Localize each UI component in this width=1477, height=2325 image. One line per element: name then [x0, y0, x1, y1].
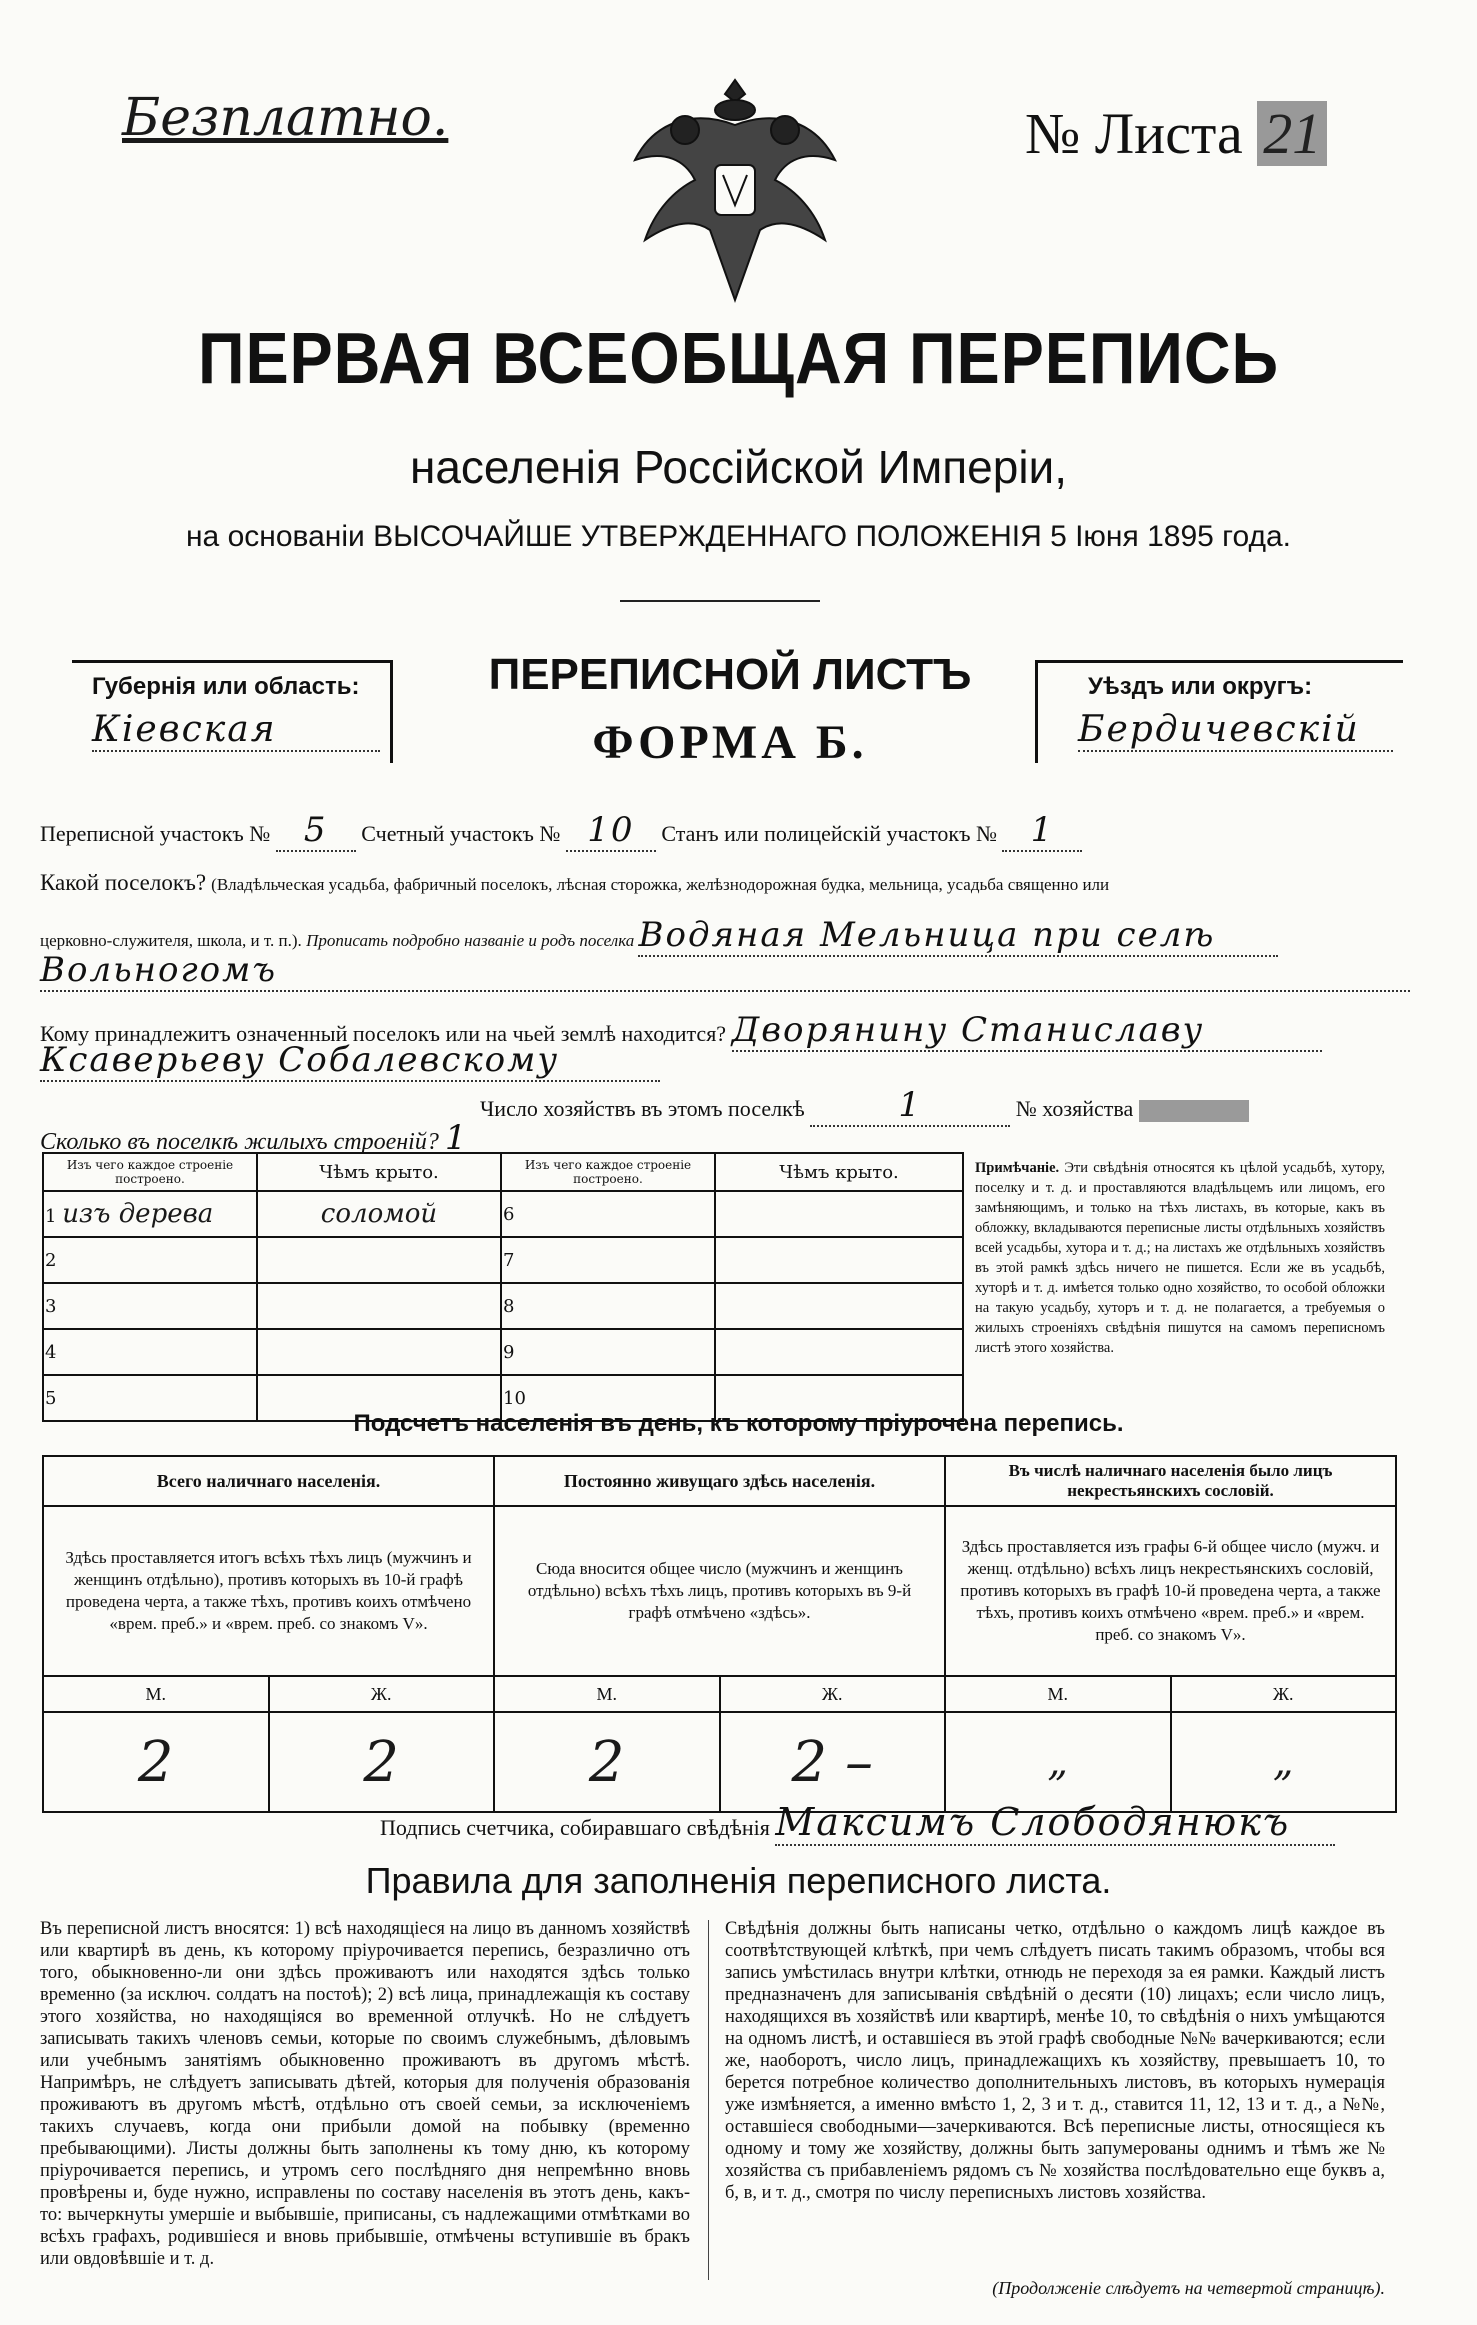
table-row [43, 1237, 963, 1283]
roof-cell[interactable] [715, 1283, 963, 1329]
building-cell[interactable]: 6 [501, 1191, 715, 1237]
signature-label: Подпись счетчика, собиравшаго свѣдѣнія [380, 1815, 770, 1840]
uezd-box [1035, 660, 1403, 763]
col-material: Изъ чего каждое строеніе построено. [43, 1153, 257, 1191]
building-cell[interactable]: 3 [43, 1283, 257, 1329]
count-value[interactable]: „ [945, 1712, 1171, 1812]
note-text: Эти свѣдѣнія относятся къ цѣлой усадьбѣ, хутору, поселку и т. д. и проставляются владѣльцемъ или лицомъ, его замѣняющимъ, и только на тѣхъ листахъ, въ которые, какъ въ обложку, вкладываются переписные листы отдѣльныхъ хозяйствъ всей усадьбы, хутора и т. д.; на листахъ же отдѣльныхъ хозяйствъ въ этой рамкѣ здѣсь ничего не пишется. Если же въ усадьбѣ, хуторѣ и т. д. имѣется только одно хозяйство, то особой обложки на такую усадьбу, хуторъ и т. д. не полагается, а требуемыя о жилыхъ строеніяхъ свѣдѣнія пишутся на самомъ переписномъ листѣ этого хозяйства. [975, 1160, 1385, 1356]
sheet-number-label: № Листа [1025, 101, 1243, 166]
count-col-2-text: Сюда вносится общее число (мужчинъ и женщинъ отдѣльно) всѣхъ тѣхъ лицъ, противъ которыхъ въ 9-й графѣ отмѣчено «здѣсь». [494, 1506, 945, 1676]
divider [620, 600, 820, 602]
owner-value[interactable]: Дворянину Станиславу [732, 1010, 1322, 1052]
building-cell[interactable]: 5 [43, 1375, 257, 1421]
count-zh-label: Ж. [1171, 1676, 1397, 1712]
gubernia-box [72, 660, 393, 763]
gubernia-label: Губернія или область: [92, 673, 360, 700]
owner-label: Кому принадлежитъ означенный поселокъ или на чьей землѣ находится? [40, 1021, 727, 1046]
free-label: Безплатно. [122, 88, 449, 148]
uezd-value[interactable]: Бердичевскiй [1078, 709, 1393, 752]
poselok-value-2[interactable]: Вольногомъ [40, 950, 1410, 992]
col-roof: Чѣмъ крыто. [257, 1153, 501, 1191]
building-cell[interactable]: 7 [501, 1237, 715, 1283]
roof-cell[interactable] [715, 1329, 963, 1375]
roof-cell[interactable] [257, 1283, 501, 1329]
owner-value-2[interactable]: Ксаверьеву Собалевскому [40, 1040, 660, 1082]
rules-continuation: (Продолженіе слѣдуетъ на четвертой страницѣ). [992, 2278, 1385, 2298]
roof-cell[interactable] [257, 1237, 501, 1283]
households-value[interactable]: 1 [810, 1085, 1010, 1127]
uchastok-label: Переписной участокъ № [40, 821, 271, 846]
count-col-3-text: Здѣсь проставляется изъ графы 6-й общее число (мужч. и женщ. отдѣльно) всѣхъ лицъ некрестьянскихъ сословій, противъ которыхъ въ графѣ 10-й проведена черта, а также тѣхъ, противъ коихъ отмѣчено «врем. преб.» и «врем. преб. со знакомъ V». [945, 1506, 1396, 1676]
count-value[interactable]: 2 [269, 1712, 495, 1812]
form-label: ФОРМА Б. [592, 716, 868, 769]
note [975, 1158, 1385, 1358]
stan-value[interactable]: 1 [1002, 810, 1082, 852]
basis-line: на основаніи ВЫСОЧАЙШЕ УТВЕРЖДЕННАГО ПОЛОЖЕНІЯ 5 Іюня 1895 года. [185, 520, 1291, 553]
rules-right: Свѣдѣнія должны быть написаны четко, отдѣльно о каждомъ лицѣ каждое въ соотвѣтствующей клѣткѣ, при чемъ слѣдуетъ писать такимъ образомъ, чтобы вся запись умѣстилась внутри клѣтки, отнюдь не переходя за ея рамки. Каждый листъ предназначенъ для записыванія свѣдѣній о десяти (10) лицахъ; если число лицъ, находящихся въ хозяйствѣ или квартирѣ, менѣе 10, то свѣдѣнія о нихъ умѣщаются на одномъ листѣ, и оставшіеся въ этой графѣ свободные №№ вачеркиваются; если же, наоборотъ, число лицъ, принадлежащихъ къ хозяйству, превышаетъ 10, то берется потребное количество дополнительныхъ листовъ, въ которыхъ нумерація уже измѣняется, а именно вмѣсто 1, 2, 3 и т. д., ставится 11, 12, 13 и т. д., а №№, оставшіеся свободными—зачеркиваются. Всѣ переписные листы, относящіеся къ одному и тому же хозяйству, должны быть запумерованы однимъ и тѣмъ же № хозяйства съ прибавленіемъ рядомъ съ № хозяйства послѣдовательно еще буквъ а, б, в, и т. д., смотря по числу переписныхъ листовъ хозяйства. [725, 1919, 1385, 2203]
building-cell[interactable]: 10 [501, 1375, 715, 1421]
count-zh-label: Ж. [720, 1676, 946, 1712]
rules-divider [708, 1920, 709, 2280]
signature-row [380, 1800, 1410, 1846]
households-label: Число хозяйствъ въ этомъ поселкѣ [480, 1096, 805, 1121]
sheet-title: ПЕРЕПИСНОЙ ЛИСТЪ [488, 650, 972, 699]
rules-title: Правила для заполненія переписного листа. [365, 1860, 1112, 1901]
double-headed-eagle-emblem [615, 70, 855, 320]
uchastok-value[interactable]: 5 [276, 810, 356, 852]
count-zh-label: Ж. [269, 1676, 495, 1712]
rules-left: Въ переписной листъ вносятся: 1) всѣ находящіеся на лицо въ данномъ хозяйствѣ или квартирѣ въ день, къ которому пріурочивается перепись, безразлично отъ того, обыкновенно-ли они здѣсь проживаютъ или находятся здѣсь только временно (за исключ. солдатъ на постоѣ); 2) всѣ лица, принадлежащія къ составу этого хозяйства, но находящіяся во временной отлучкѣ. Но не слѣдуетъ записывать такихъ членовъ семьи, которые по своимъ служебнымъ, дѣловымъ или учебнымъ занятіямъ обыкновенно проживаютъ въ другомъ мѣстѣ. Напримѣръ, не слѣдуетъ записывать дѣтей, которыя для полученія образованія проживаютъ въ другомъ мѣстѣ, отдѣльно отъ своей семьи, за исключеніемъ такихъ случаевъ, когда они прибыли домой на побывку (временно пребывающими). Листы должны быть заполнены къ тому дню, къ которому пріурочивается перепись, и утромъ сего послѣдняго дня непремѣнно вновь провѣрены и, буде нужно, исправлены по составу населенія въ этотъ день, какъ-то: вычеркнуты умершіе и выбывшіе, приписаны, съ надлежащими отмѣтками во всѣхъ графахъ, родившіеся и вновь прибывшіе, отмѣчены вступившіе въ бракъ или овдовѣвшіе и т. д. [40, 1919, 690, 2269]
building-cell[interactable]: 1 изъ дерева [43, 1191, 257, 1237]
count-value[interactable]: 2 [43, 1712, 269, 1812]
count-m-label: М. [494, 1676, 720, 1712]
stan-label: Станъ или полицейскій участокъ № [661, 821, 997, 846]
schet-value[interactable]: 10 [566, 810, 656, 852]
sheet-number-value[interactable]: 21 [1257, 101, 1327, 166]
buildings-label: Сколько въ поселкѣ жилыхъ строеній? [40, 1129, 439, 1155]
poselok-hint: (Владѣльческая усадьба, фабричный поселокъ, лѣсная сторожка, желѣзнодорожная будка, мельница, усадьба священно или [211, 875, 1110, 894]
table-row [43, 1283, 963, 1329]
roof-cell[interactable] [715, 1237, 963, 1283]
building-cell[interactable]: 4 [43, 1329, 257, 1375]
count-value[interactable]: „ [1171, 1712, 1397, 1812]
count-col-1-text: Здѣсь проставляется итогъ всѣхъ тѣхъ лицъ (мужчинъ и женщинъ отдѣльно), противъ которыхъ въ 10-й графѣ проведена черта, а также тѣхъ, противъ коихъ отмѣчено «врем. преб.» и «врем. преб. со знакомъ V». [43, 1506, 494, 1676]
col-material-2: Изъ чего каждое строеніе построено. [501, 1153, 715, 1191]
sheet-number [1025, 100, 1327, 167]
count-col-3-head: Въ числѣ наличнаго населенія было лицъ некрестьянскихъ сословій. [945, 1456, 1396, 1506]
table-row [43, 1191, 963, 1237]
buildings-table [42, 1152, 964, 1422]
schet-label: Счетный участокъ № [361, 821, 561, 846]
building-cell[interactable]: 9 [501, 1329, 715, 1375]
page-title: ПЕРВАЯ ВСЕОБЩАЯ ПЕРЕПИСЬ [197, 319, 1280, 399]
roof-cell[interactable]: соломой [257, 1191, 501, 1237]
count-title: Подсчетъ населенія въ день, къ которому пріурочена перепись. [353, 1410, 1124, 1437]
gubernia-value[interactable]: Кiевская [92, 709, 380, 752]
uchastok-row [40, 810, 1420, 852]
table-row [43, 1329, 963, 1375]
poselok-hint-2: церковно-служителя, школа, и т. п.). [40, 931, 302, 950]
count-table [42, 1455, 1397, 1813]
count-m-label: М. [945, 1676, 1171, 1712]
roof-cell[interactable] [715, 1191, 963, 1237]
count-col-2-head: Постоянно живущаго здѣсь населенія. [494, 1456, 945, 1506]
household-no-value[interactable] [1139, 1100, 1249, 1122]
count-value[interactable]: 2 – [720, 1712, 946, 1812]
col-roof-2: Чѣмъ крыто. [715, 1153, 963, 1191]
count-value[interactable]: 2 [494, 1712, 720, 1812]
signature-value[interactable]: Максимъ Слободянюкъ [775, 1800, 1335, 1846]
building-cell[interactable]: 8 [501, 1283, 715, 1329]
uezd-label: Уѣздъ или округъ: [1088, 673, 1313, 700]
poselok-row [40, 870, 1430, 896]
note-head: Примѣчаніе. [975, 1160, 1060, 1176]
page-subtitle: населенія Россійской Имперіи, [409, 441, 1068, 493]
buildings-value[interactable]: 1 [444, 1118, 469, 1158]
household-no-label: № хозяйства [1015, 1096, 1134, 1121]
poselok-hint-3: Прописать подробно названіе и родъ поселка [306, 931, 635, 950]
count-col-1-head: Всего наличнаго населенія. [43, 1456, 494, 1506]
roof-cell[interactable] [257, 1329, 501, 1375]
poselok-label: Какой поселокъ? [40, 870, 207, 895]
poselok-value[interactable]: Водяная Мельница при селѣ [638, 915, 1278, 957]
count-m-label: М. [43, 1676, 269, 1712]
building-cell[interactable]: 2 [43, 1237, 257, 1283]
